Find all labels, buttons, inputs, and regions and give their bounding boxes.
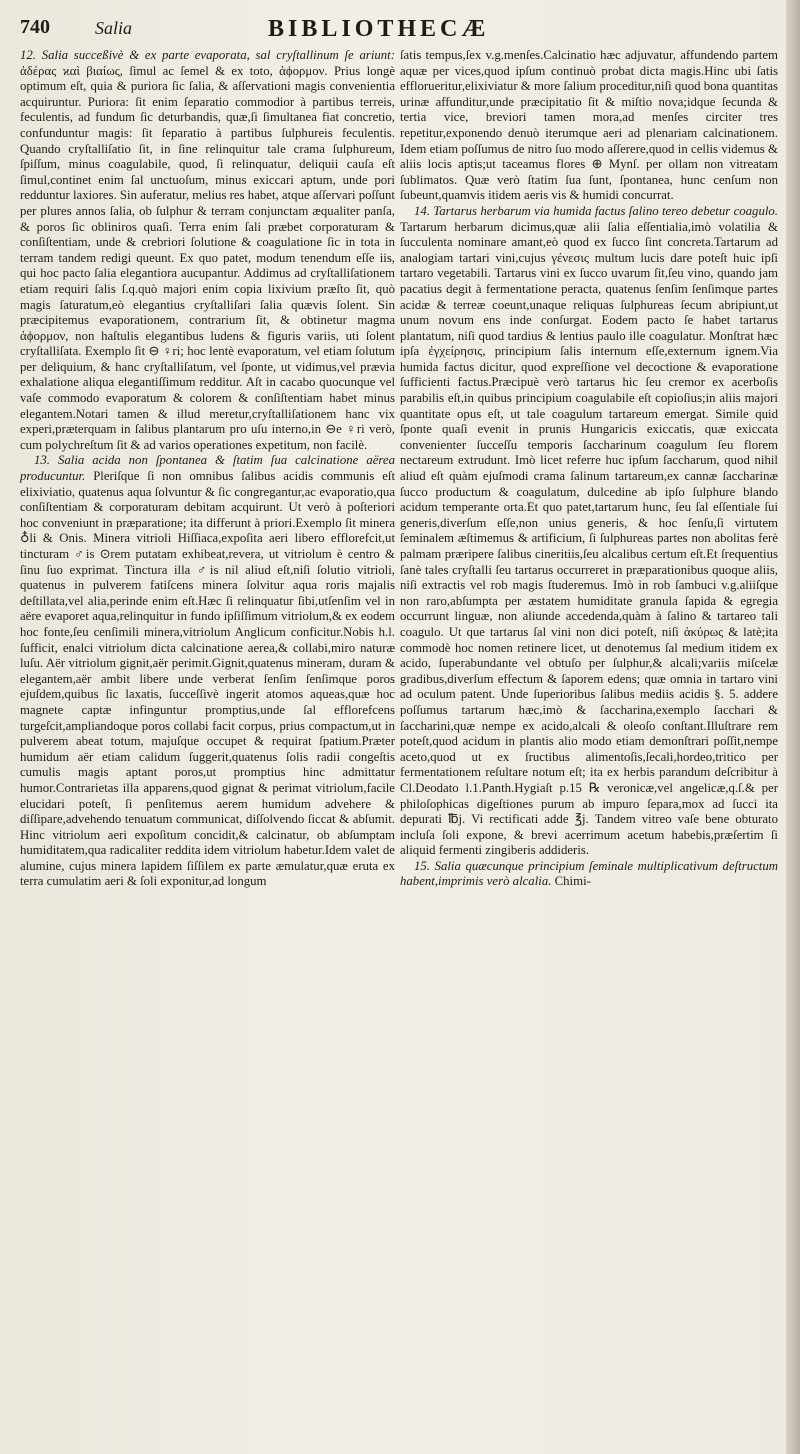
paragraph-13-continued-body: ſatis tempus,ſex v.g.menſes.Calcinatio hæc adjuvatur, affundendo partem aquæ per vices,quod ipſum continuò probat dicta magis.Hinc ubi ſatis efflorueritur,elixiviatur & more ſalium proceditur,niſi quod bona quantitas urinæ affunditur,unde præcipitatio ſit & miſtio nova;idque ſecunda & tertia vice, breviori tamen mora,ad menſes circiter tres repetitur,exponendo denuò iterumque aeri ad plenariam calcinationem. Idem etiam poſſumus de nitro ſuo modo aſſerere,quod in cellis videmus & aliis locis aptis;ut taceamus flores ⊕ Mynſ. per ollam non vitreatam ſublimatos. Quæ verò ſtatim ſua ſunt, ſpontanea, hunc cenſum non ſubeunt,quamvis itidem aeris vis & humidi concurrat. — [400, 48, 778, 203]
right-column — [400, 48, 778, 890]
page-header — [20, 16, 790, 44]
paragraph-15 — [400, 859, 778, 890]
paragraph-14 — [400, 204, 778, 859]
paragraph-14-heading: 14. Tartarus herbarum via humida factus ſalino tereo debetur coagulo. — [414, 203, 778, 218]
running-head-left: Salia — [95, 18, 133, 38]
paragraph-13 — [20, 453, 395, 890]
page-edge-shadow — [786, 0, 800, 1454]
paragraph-12 — [20, 48, 395, 453]
page-number: 740 — [20, 16, 50, 38]
paragraph-15-heading: 15. Salia quæcunque principium ſeminale multiplicativum deſtructum habent,imprimis verò alcalia. — [400, 858, 778, 889]
paragraph-13-continued — [400, 48, 778, 204]
paragraph-14-body: Tartarum herbarum dicimus,quæ alii ſalia eſſentialia,imò volatilia & ſucculenta nominare amant,eò quod ex ſucco ſint concreta.Tartarum ad analogiam tartari vini,cujus γένεσις multum lucis dare poteſt huic ipſi tartaro vegetabili. Tartarus vini ex ſucco uvarum ſit,ſeu vino, quando jam pacatius degit à fermentatione peracta, quatenus ſenſim ſenſimque partes acidæ & terreæ coeunt,unaque reliquas ſulphureas ſecum abripiunt,ut unum novum ens inde conſurgat. Eodem pacto ſe habet tartarus plantatum, niſi quod tardius & lentius paulo ille coagulatur. Monſtrat hæc ipſa ἐγχείρησις, principium ſalis internum eſſe,externum ignem.Via humida factus dicitur, quod expreſſione vel decoctione & evaporatione ſufficienti factus.Præcipuè verò tartarus hic ſeu cremor ex acerboſis parabilis eſt,in quibus principium coagulabile eſt copioſius;in aliis majori quantitate opus eſt, ut tale coagulum tartareum emergat. Simile quid ſponte quaſi evenit in prunis Hungaricis exiccatis, quæ exiccata convenienter ſucceſſu temporis ſaccharinum coagulum ſeu florem nectareum extrudunt. Imò licet referre huc ipſum ſaccharum, quod nihil aliud eſt quàm ejuſmodi crama ſalinum tartareum,ex cannæ ſaccharinæ ſucco productum & coagulatum, dulcedine ab ipſo ſulphure blando acidum temperante orta.Et quo patet,tartarum hunc, ſeu ſal eſſentiale ſui generis,diverſum eſſe,non unius generis, & hoc ſenſu,ſi virtutem ſeminalem æſtimemus & artificium, ſi ſulphureas partes non abolitas ferè palmam præripere ſalibus cineritiis,ſeu alcalibus certum eſt.Et ſrequentius ſanè tales cryſtalli ſeu tartarus occurreret in præparationibus quoque aliis, niſi extractis vel rob magis ſtuderemus. Imò in rob ſambuci v.g.aliiſque non raro,abſumpta per æstatem humiditate granula ſapida & egregia occurrunt linguæ, non aliunde accedenda,quàm à ſalino & tartareo tali coagulo. Ut que tartarus ſal vini non dici poteſt, niſi ἀκύρως & latè;ita commodè hoc nomen retinere licet, ut denotemus ſal medium itidem ex acido, ſuperabundante vel obtuſo per ſulphur,& alcali;variis miſcelæ gradibus,diverſum effectum & ſaporem edens; quæ omnia in tartaro vini ad oculum patent. Unde ſuperioribus ſalibus mediis acidis §. 5. addere poſſumus tartarum hæc,imò & ſaccharina,exemplo ſacchari & ſaccharini,quæ nempe ex acido,alcali & oleoſo conſtant.Illuſtrare rem poteſt,quod acidum in plantis alio modo etiam demonſtrari poſſit,nempe aceto,quod ut ex ſructibus alimentoſis,ſecali,hordeo,tritico per fermentationem reſultare notum eſt; ita ex herbis parandum deſcribitur à Cl.Deodato l.1.Panth.Hygiaſt p.15 ℞ veronicæ,vel angelicæ,q.ſ.& per philoſophicas digeſtiones purum ab impuro ſepara,mox ad ſucci ita depurati ℔j. Vi rectificati adde ℥j. Tandem vitreo vaſe bene obturato incluſa ſoli expone, & brevi acerrimum acetum habebis,præſertim ſi aliquid fermenti zingiberis addideris. — [400, 219, 778, 858]
paragraph-12-heading: 12. Salia succeßivè & ex parte evaporata, sal cryſtallinum ſe ariunt: — [20, 48, 395, 62]
running-title: BIBLIOTHECÆ — [268, 16, 490, 42]
left-column — [20, 48, 395, 890]
paragraph-12-body: ἀδέρας ϰαὶ βιαίως, ſimul ac ſemel & ex toto, ἀϕορμον. Prius longè optimum eſt, quia & puriora ſic ſalia, & aſſervationi magis convenientia acquiruntur. Puriora: ſit enim ſeparatio commodior à partibus terreis, feculentis, ad fundum ſic deturbandis, quæ,ſi ſimultanea fiat concretio, confunduntur magis: ſit ſeparatio à partibus ſulphureis feculentis. Quando cryſtalliſatio ſit, in ſine relinquitur tale crama ſulphureum, ſpiſſum, minus coagulabile, quod, ſi relinquatur, deliquii cauſa eſt ſimul,continet enim ſal unctuoſum, minus exiccari aptum, unde pori redduntur laxiores. Sin auferatur, melius res habet, atque aſſervari poſſunt per plures annos ſalia, ob ſulphur & terram conjunctam æqualiter panſa, & poros ſic obliniros quaſi. Terra enim ſali præbet corporaturam & conſiſtentiam, unde & crebriori ſolutione & coagulatione ſic in tota in terram tandem redigi queunt. Ex quo patet, modum tenendum eſſe iis, qui hoc pacto ſalia elegantiora aucupantur. Addimus ad cryſtalliſationem etiam requiri ſalis ſ.q.quò majori enim copia lixivium præſto ſit, quò magis ſaturatum,eò elegantius cryſtalliſari ſalia quævis ſolent. Sin præcipitemus evaporationem, contrarium ſit, & obtinetur magma ἀϕορμον, non haſtulis elegantibus ludens & figuris variis, uti ſolent cryſtalliſata. Exemplo ſit ⊖ ♀ri; hoc lentè evaporatum, vel etiam ſolutum per deliquium, & hanc cryſtalliſatum, vel ſponte, ut vidimus,vel prævia exhalatione aliqua elegantiſſimum redditur. Aſt in cacabo quocunque vel vaſe commodo evaporatum & colorem & conſiſtentiam habet minus elegantem.Notari tamen & illud meretur,cryſtalliſationem hanc vix experi,præterquam in ſalibus plantarum pro uſu interno,in ⊖e ♀ri verò, cum polychreſtum ſit & ad varios operationes expetitum, non facilè. — [20, 63, 395, 452]
paragraph-13-heading: 13. Salia acida non ſpontanea & ſtatim ſua calcinatione aërea producuntur. — [20, 453, 395, 484]
paragraph-13-body: Pleriſque ſi non omnibus ſalibus acidis communis eſt elixiviatio, quatenus aqua ſolvuntur & ſic congregantur,ac evaporatio,qua conſiſtentiam & corporaturam debitam acquirunt. Ut verò à poſteriori hoc conveniunt in præparatione; ita differunt à priori.Exemplo ſit minera ♁li & Onis. Minera vitrioli Hiſſiaca,expoſita aeri libero efflorefcit,ut tincturam ♂is ⊙rem putatam exhibeat,revera, ut vitriolum è centro & ſinu ſuo exprimat. Tinctura illa ♂is nil aliud eſt,niſi ſolutio vitrioli, quatenus in pulverem fatiſcens minera ſolvitur aqua roris majalis deſtillata,vel alia,perinde enim eſt.Hæc ſi relinquatur ſibi,utſenſim vel in aëre evaporet aqua,relinquitur in fundo ipſiſſimum vitriolum,& ex eodem hoc fonte,ſeu cenſimili minera,vitriolum Anglicum conficitur.Nobis h.l. ſufficit, enalci vitriolum dicta calcinatione aerea,& collabi,miro naturæ luſu. Aër vitriolum gignit,aër perimit.Gignit,quatenus mineram, duram & elegantem,aër ambit libere unde verberat ſenſim ſenſimque poros ejuſdem,quibus ſic laxatis, ſucceſſivè ingerit atomos aqueas,quæ hoc magnete captæ infinguntur promptius,unde ſal efflorefcens turgeſcit,ampliandoque poros collabi facit corpus, prius compactum,ut in pulverem abeat totum, majuſque occupet & requirat ſpatium.Præter humidum aër etiam calidum ſuggerit,quatenus ſolis radii congeſtis cumulis magis aptant poros,ut promptius hinc admittatur humor.Contrarietas illa apparens,quod gignat & perimat vitriolum,facile elucidari poteſt, ſi penſitemus aerem humidum advehere & diſſipare,advehendo tenuatum communicat, diſſolvendo ſiccat & abſumit. Hinc vitriolum aeri expoſitum concidit,& calcinatur, ob abſumptam humiditatem,qua radicaliter reddita idem vitriolum habetur.Idem valet de alumine, cujus minera lapidem ſiſſilem ex parte æmulatur,quæ eruta ex terra cumulatim aeri & ſoli exponitur,ad longum — [20, 469, 395, 889]
paragraph-15-tail: Chimi- — [554, 874, 591, 889]
